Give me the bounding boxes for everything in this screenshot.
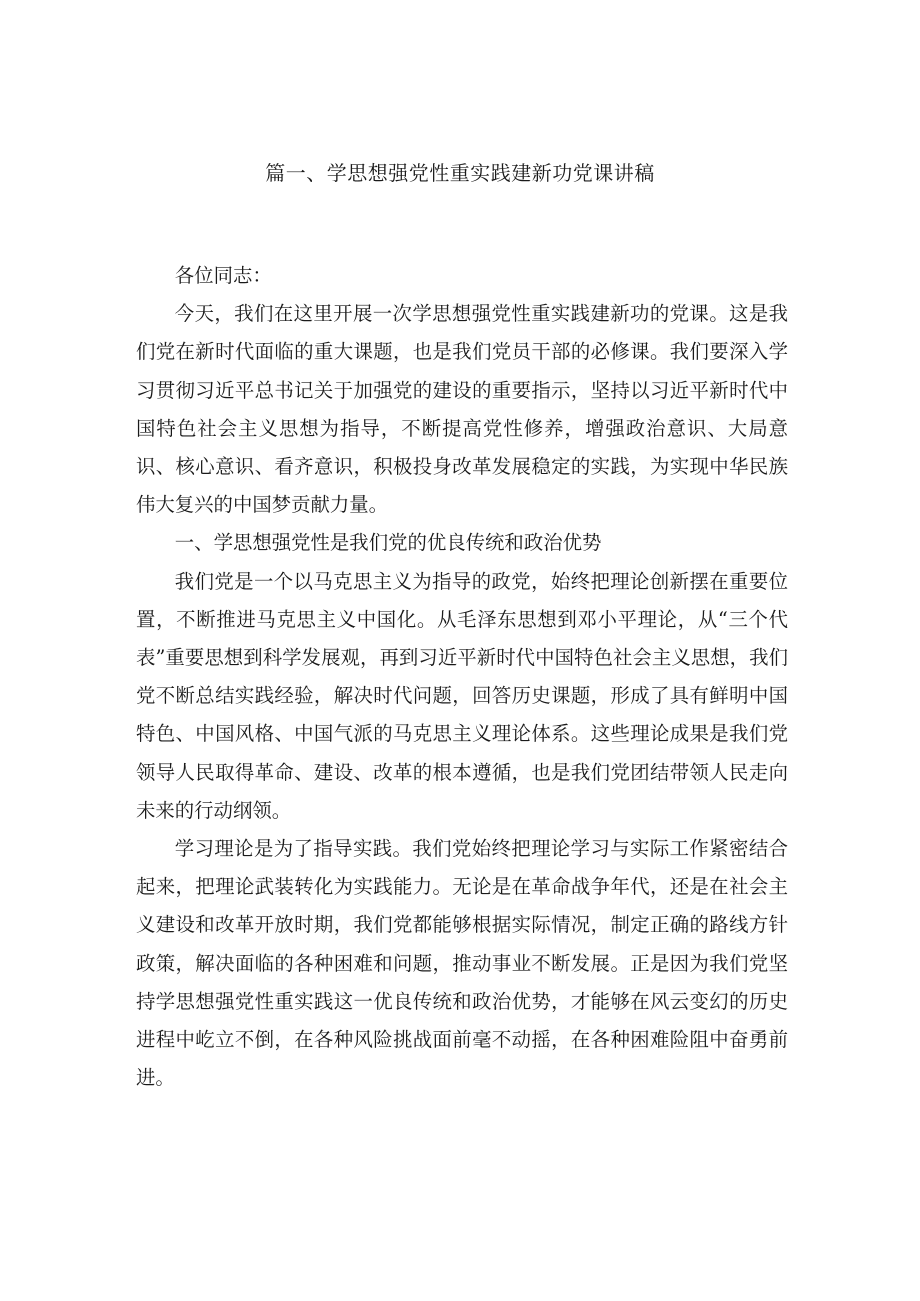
greeting: 各位同志：: [174, 264, 272, 287]
section-paragraph-2: 学习理论是为了指导实践。我们党始终把理论学习与实际工作紧密结合起来，把理论武装转化为实践能力。无论是在革命战争年代，还是在社会主义建设和改革开放时期，我们党都能够根据实际情况，制定正确的路线方针政策，解决面临的各种困难和问题，推动事业不断发展。正是因为我们党坚持学思想强党性重实践这一优良传统和政治优势，才能够在风云变幻的历史进程中屹立不倒，在各种风险挑战面前毫不动摇，在各种困难险阻中奋勇前进。: [136, 837, 788, 1090]
document-body: [136, 257, 788, 1097]
section-heading: 一、学思想强党性是我们党的优良传统和政治优势: [174, 531, 602, 555]
section-paragraph-1: 我们党是一个以马克思主义为指导的政党，始终把理论创新摆在重要位置，不断推进马克思主义中国化。从毛泽东思想到邓小平理论，从“三个代表”重要思想到科学发展观，再到习近平新时代中国特色社会主义思想，我们党不断总结实践经验，解决时代问题，回答历史课题，形成了具有鲜明中国特色、中国风格、中国气派的马克思主义理论体系。这些理论成果是我们党领导人民取得革命、建设、改革的根本遵循，也是我们党团结带领人民走向未来的行动纲领。: [136, 569, 788, 822]
document-title: 篇一、学思想强党性重实践建新功党课讲稿: [265, 161, 655, 185]
intro-paragraph: 今天，我们在这里开展一次学思想强党性重实践建新功的党课。这是我们党在新时代面临的重大课题，也是我们党员干部的必修课。我们要深入学习贯彻习近平总书记关于加强党的建设的重要指示，坚持以习近平新时代中国特色社会主义思想为指导，不断提高党性修养，增强政治意识、大局意识、核心意识、看齐意识，积极投身改革发展稳定的实践，为实现中华民族伟大复兴的中国梦贡献力量。: [136, 302, 788, 517]
